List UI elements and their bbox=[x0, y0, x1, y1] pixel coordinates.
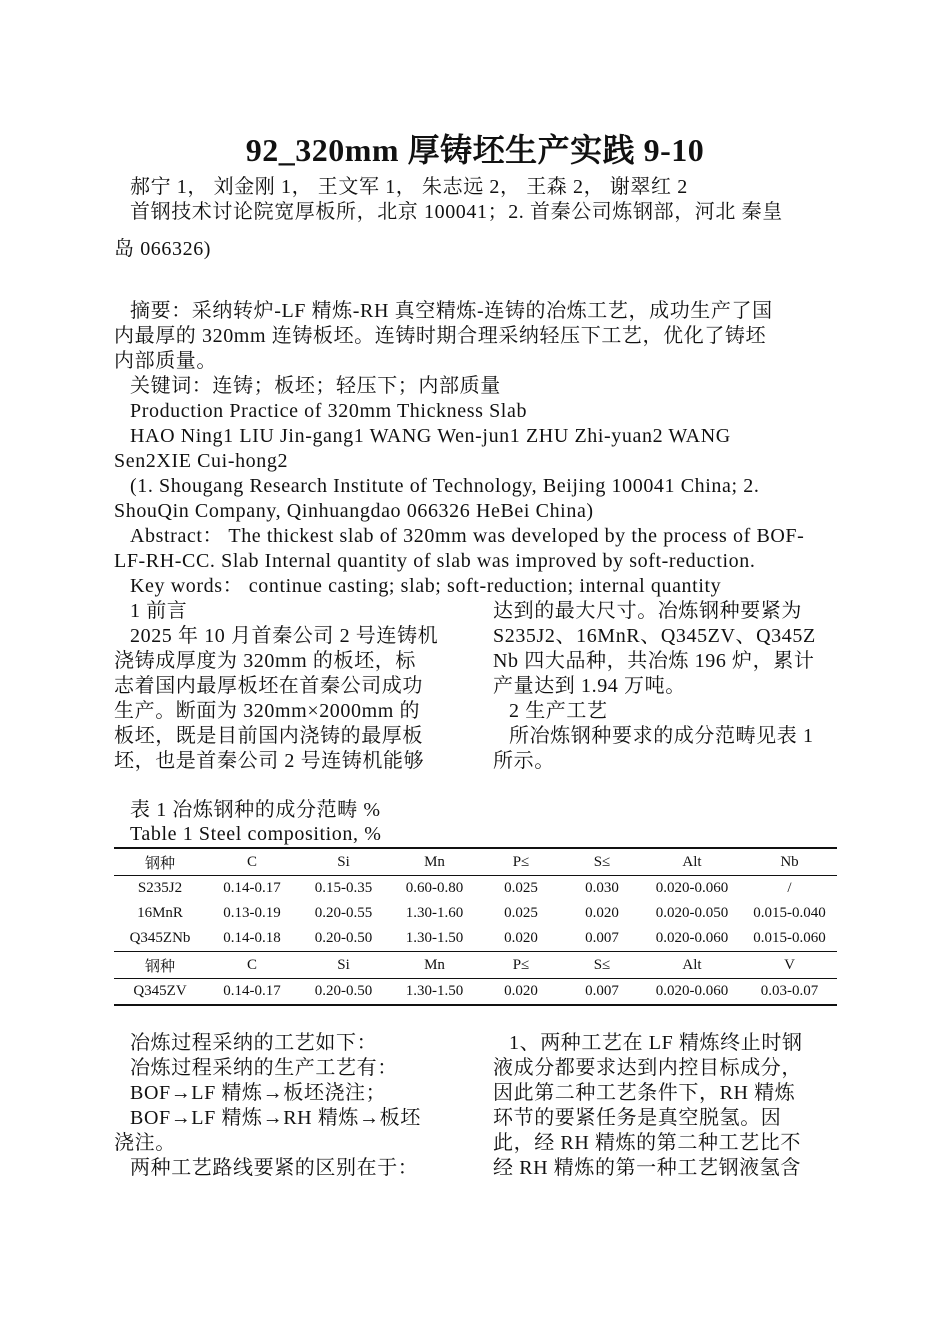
abstract-en-line: LF-RH-CC. Slab Internal quantity of slab was improved by soft-reduction. bbox=[114, 550, 756, 572]
abstract-cn-line: 摘要：采纳转炉-LF 精炼-RH 真空精炼-连铸的冶炼工艺，成功生产了国 bbox=[130, 300, 773, 322]
table-cell: 0.60-0.80 bbox=[405, 880, 464, 896]
body-column-right-1 bbox=[493, 599, 838, 774]
paragraph-line: 两种工艺路线要紧的区别在于： bbox=[130, 1157, 419, 1179]
paragraph-line: BOF→LF 精炼→RH 精炼→板坯 bbox=[130, 1107, 421, 1129]
paragraph-line: 坯，也是首秦公司 2 号连铸机能够 bbox=[114, 750, 425, 772]
table-row bbox=[114, 876, 837, 902]
table-cell: 0.025 bbox=[504, 880, 538, 896]
keywords-en: Key words： continue casting; slab; soft-reduction; internal quantity bbox=[130, 575, 722, 597]
table-header-cell: V bbox=[742, 952, 837, 979]
table-header-cell: P≤ bbox=[480, 952, 562, 979]
paragraph-line: Nb 四大品种，共冶炼 196 炉，累计 bbox=[493, 650, 815, 672]
body-column-right-2 bbox=[493, 1031, 838, 1181]
table-cell: 0.020-0.060 bbox=[655, 880, 729, 896]
table-cell: 0.007 bbox=[562, 979, 642, 1006]
keywords-cn: 关键词：连铸；板坯；轻压下；内部质量 bbox=[130, 375, 501, 397]
table-cell: 0.20-0.55 bbox=[314, 905, 373, 921]
table-cell: 1.30-1.50 bbox=[389, 979, 480, 1006]
paragraph-line: 达到的最大尺寸。冶炼钢种要紧为 bbox=[493, 600, 802, 622]
paragraph-line: S235J2、16MnR、Q345ZV、Q345Z bbox=[493, 625, 816, 647]
paragraph-line: 液成分都要求达到内控目标成分， bbox=[493, 1057, 802, 1079]
table-cell: 0.14-0.18 bbox=[206, 926, 298, 952]
table-header-cell: 钢种 bbox=[114, 848, 206, 876]
table-cell: 1.30-1.50 bbox=[389, 926, 480, 952]
abstract-cn-line: 内部质量。 bbox=[114, 350, 217, 372]
table-cell: 0.020 bbox=[480, 979, 562, 1006]
abstract-cn-line: 内最厚的 320mm 连铸板坯。连铸时期合理采纳轻压下工艺，优化了铸坯 bbox=[114, 325, 767, 347]
table-caption-cn: 表 1 冶炼钢种的成分范畴 % bbox=[130, 799, 381, 821]
table-cell: 0.025 bbox=[504, 905, 538, 921]
table-header-cell: P≤ bbox=[480, 848, 562, 876]
table-header-cell: C bbox=[206, 848, 298, 876]
table-cell: 0.020-0.060 bbox=[642, 926, 742, 952]
paragraph-line: 浇铸成厚度为 320mm 的板坯，标 bbox=[114, 650, 416, 672]
composition-table bbox=[114, 847, 837, 1006]
table-cell: Q345ZV bbox=[114, 979, 206, 1006]
table-header-cell: Alt bbox=[642, 952, 742, 979]
paragraph-line: 冶炼过程采纳的生产工艺有： bbox=[130, 1057, 398, 1079]
table-row bbox=[114, 926, 837, 952]
table-cell: S235J2 bbox=[137, 880, 183, 896]
table-cell: 0.14-0.17 bbox=[206, 979, 298, 1006]
table-header-cell: Nb bbox=[742, 848, 837, 876]
table-cell: 0.015-0.060 bbox=[742, 926, 837, 952]
table-header-cell: 钢种 bbox=[114, 952, 206, 979]
paragraph-line: 经 RH 精炼的第一种工艺钢液氢含 bbox=[493, 1157, 801, 1179]
table-row bbox=[114, 901, 837, 926]
body-column-left-2 bbox=[114, 1031, 459, 1181]
paragraph-line: 此，经 RH 精炼的第二种工艺比不 bbox=[493, 1132, 801, 1154]
table-header-cell: Mn bbox=[389, 848, 480, 876]
table-caption-en: Table 1 Steel composition, % bbox=[130, 823, 382, 845]
table-cell: 0.020 bbox=[480, 926, 562, 952]
affiliation-cn-line1: 首钢技术讨论院宽厚板所，北京 100041；2. 首秦公司炼钢部，河北 秦皇 bbox=[130, 201, 783, 223]
table-cell: Q345ZNb bbox=[114, 926, 206, 952]
document-title: 92_320mm 厚铸坯生产实践 9-10 bbox=[245, 132, 705, 168]
paragraph-line: 浇注。 bbox=[114, 1132, 176, 1154]
paragraph-line: 生产。断面为 320mm×2000mm 的 bbox=[114, 700, 421, 722]
table-cell: 0.15-0.35 bbox=[314, 880, 373, 896]
table-header-cell: Mn bbox=[389, 952, 480, 979]
table-cell: 0.03-0.07 bbox=[742, 979, 837, 1006]
table-header-row bbox=[114, 952, 837, 979]
paragraph-line: 板坯，既是目前国内浇铸的最厚板 bbox=[114, 725, 423, 747]
section-heading-production: 2 生产工艺 bbox=[509, 700, 608, 722]
paragraph-line: 1、两种工艺在 LF 精炼终止时钢 bbox=[509, 1032, 803, 1054]
table-header-cell: Si bbox=[298, 952, 389, 979]
authors-en-line: Sen2XIE Cui-hong2 bbox=[114, 450, 289, 472]
table-cell: 0.020-0.060 bbox=[642, 979, 742, 1006]
table-header-cell: Si bbox=[298, 848, 389, 876]
body-column-left-1 bbox=[114, 599, 459, 774]
table-cell: 0.015-0.040 bbox=[753, 905, 826, 921]
table-cell: 0.14-0.17 bbox=[223, 880, 281, 896]
abstract-en-line: Abstract： The thickest slab of 320mm was developed by the process of BOF- bbox=[130, 525, 805, 547]
table-cell: 0.20-0.50 bbox=[298, 979, 389, 1006]
paragraph-line: 所示。 bbox=[493, 750, 555, 772]
table-cell: 0.20-0.50 bbox=[298, 926, 389, 952]
table-cell: 0.13-0.19 bbox=[223, 905, 281, 921]
section-heading-introduction: 1 前言 bbox=[130, 600, 188, 622]
paragraph-line: 冶炼过程采纳的工艺如下： bbox=[130, 1032, 378, 1054]
table-cell: / bbox=[787, 880, 792, 896]
table-row bbox=[114, 979, 837, 1006]
authors-en-line: HAO Ning1 LIU Jin-gang1 WANG Wen-jun1 ZHU Zhi-yuan2 WANG bbox=[130, 425, 731, 447]
paragraph-line: BOF→LF 精炼→板坯浇注； bbox=[130, 1082, 387, 1104]
paragraph-line: 因此第二种工艺条件下，RH 精炼 bbox=[493, 1082, 796, 1104]
table-header-cell: S≤ bbox=[562, 952, 642, 979]
paragraph-line: 所冶炼钢种要求的成分范畴见表 1 bbox=[509, 725, 814, 747]
paragraph-line: 产量达到 1.94 万吨。 bbox=[493, 675, 686, 697]
affiliation-cn-line2: 岛 066326) bbox=[114, 238, 212, 260]
affiliation-en-line: (1. Shougang Research Institute of Technology, Beijing 100041 China; 2. bbox=[130, 475, 760, 497]
table-cell: 1.30-1.60 bbox=[405, 905, 464, 921]
affiliation-en-line: ShouQin Company, Qinhuangdao 066326 HeBei China) bbox=[114, 500, 594, 522]
table-header-row bbox=[114, 848, 837, 876]
table-header-cell: Alt bbox=[642, 848, 742, 876]
title-en: Production Practice of 320mm Thickness Slab bbox=[130, 400, 528, 422]
authors-cn: 郝宁 1， 刘金刚 1， 王文军 1， 朱志远 2， 王森 2， 谢翠红 2 bbox=[130, 176, 688, 198]
paragraph-line: 环节的要紧任务是真空脱氢。因 bbox=[493, 1107, 782, 1129]
table-header-cell: C bbox=[206, 952, 298, 979]
paragraph-line: 志着国内最厚板坯在首秦公司成功 bbox=[114, 675, 423, 697]
table-cell: 0.007 bbox=[562, 926, 642, 952]
table-cell: 0.030 bbox=[585, 880, 619, 896]
table-cell: 16MnR bbox=[137, 905, 183, 921]
table-cell: 0.020-0.050 bbox=[655, 905, 729, 921]
table-header-cell: S≤ bbox=[562, 848, 642, 876]
paragraph-line: 2025 年 10 月首秦公司 2 号连铸机 bbox=[130, 625, 439, 647]
table-cell: 0.020 bbox=[585, 905, 619, 921]
